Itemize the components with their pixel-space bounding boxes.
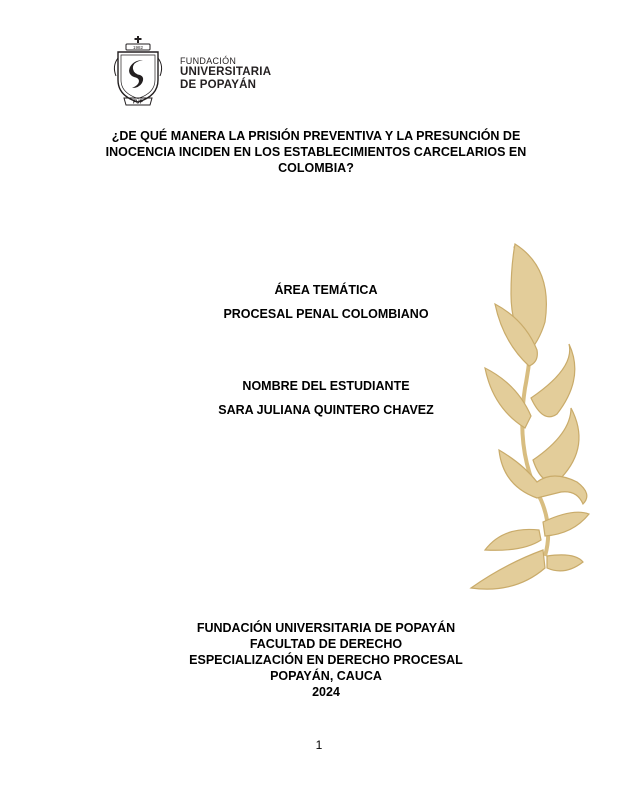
student-name-value: SARA JULIANA QUINTERO CHAVEZ bbox=[218, 403, 434, 417]
seal-year: 1982 bbox=[132, 45, 144, 50]
wordmark-line-2: UNIVERSITARIA bbox=[180, 66, 272, 79]
student-name-heading: NOMBRE DEL ESTUDIANTE bbox=[242, 379, 410, 393]
title-line-2: INOCENCIA INCIDEN EN LOS ESTABLECIMIENTOS CARCELARIOS EN bbox=[105, 145, 527, 159]
laurel-branch-icon bbox=[445, 238, 595, 598]
program-name: ESPECIALIZACIÓN EN DERECHO PROCESAL bbox=[189, 653, 463, 667]
institution-name: FUNDACIÓN UNIVERSITARIA DE POPAYÁN bbox=[196, 621, 456, 635]
title-line-3: COLOMBIA? bbox=[278, 161, 354, 175]
faculty-name: FACULTAD DE DERECHO bbox=[249, 637, 403, 651]
thematic-area-value: PROCESAL PENAL COLOMBIANO bbox=[223, 307, 429, 321]
year: 2024 bbox=[312, 685, 340, 699]
page-number: 1 bbox=[315, 738, 323, 752]
location: POPAYÁN, CAUCA bbox=[270, 669, 382, 683]
thematic-area-heading: ÁREA TEMÁTICA bbox=[274, 283, 378, 297]
wordmark-line-3: DE POPAYÁN bbox=[180, 78, 257, 91]
wordmark-line-1: FUNDACIÓN bbox=[180, 56, 237, 66]
seal-initials: FUP bbox=[133, 99, 143, 106]
document-title bbox=[100, 128, 532, 176]
university-wordmark bbox=[180, 57, 271, 91]
title-line-1: ¿DE QUÉ MANERA LA PRISIÓN PREVENTIVA Y LA PRESUNCIÓN DE bbox=[111, 129, 521, 143]
institution-block bbox=[120, 620, 532, 700]
university-logo bbox=[110, 36, 280, 108]
university-seal-icon bbox=[110, 36, 166, 108]
